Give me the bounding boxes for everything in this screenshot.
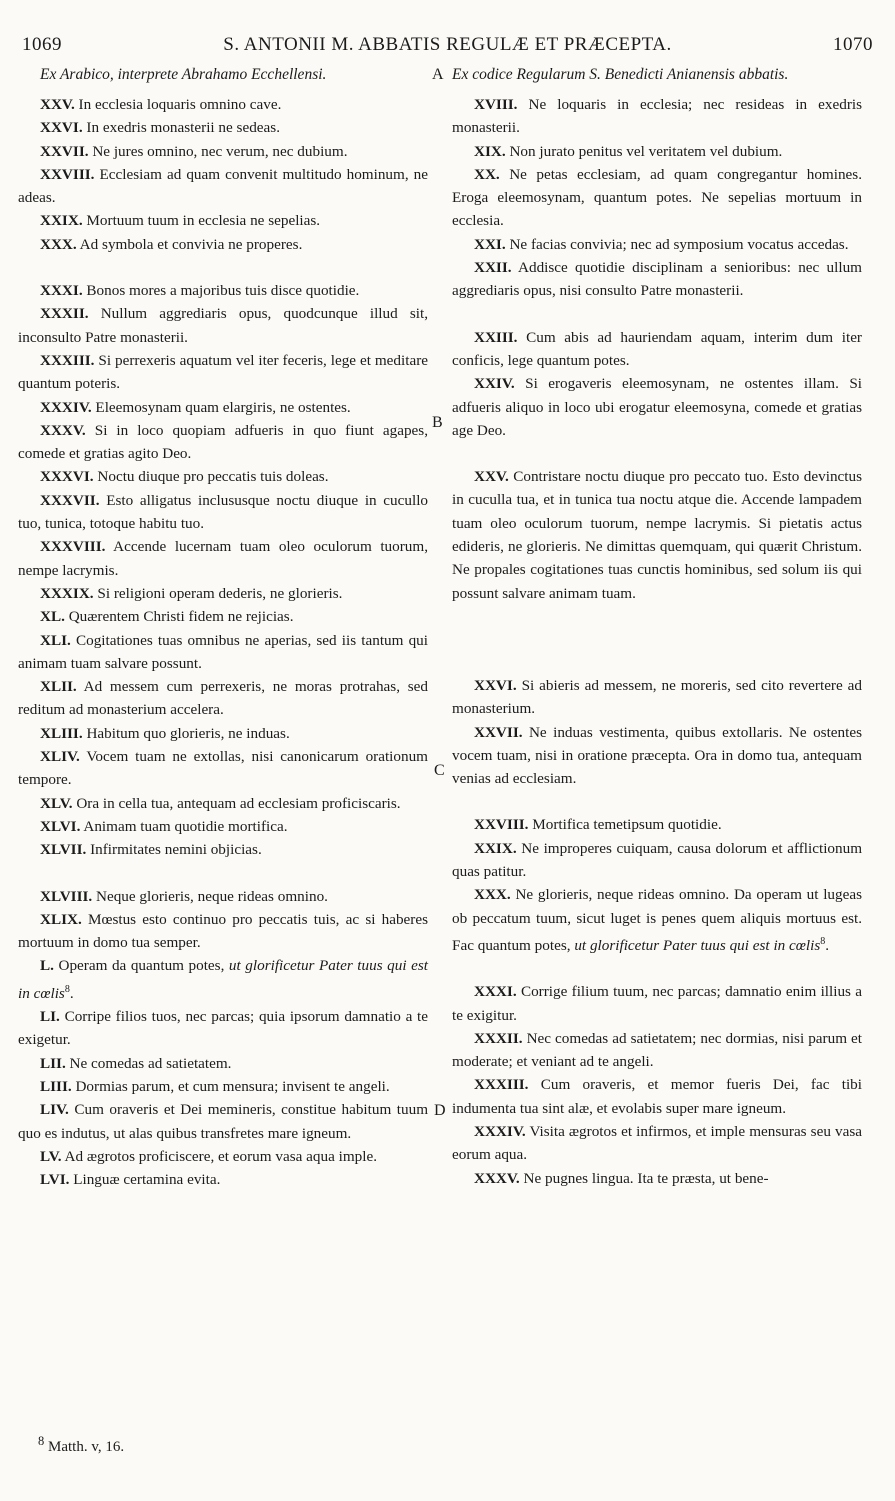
precept-paragraph xyxy=(18,908,428,955)
precept-paragraph xyxy=(18,605,428,628)
precept-paragraph xyxy=(18,140,428,163)
precept-paragraph xyxy=(18,954,428,1005)
precept-paragraph xyxy=(18,1075,428,1098)
precept-paragraph xyxy=(18,792,428,815)
sentence-end: . xyxy=(825,936,830,954)
precept-number: XXXVI. xyxy=(40,468,94,486)
precept-number: XXIX. xyxy=(40,212,83,230)
precept-paragraph xyxy=(18,93,428,116)
scripture-quote: ut glorificetur Pater tuus qui est in cœlis xyxy=(18,957,428,1002)
precept-paragraph xyxy=(452,674,862,721)
precept-text: Cum abis ad hauriendam aquam, interim dum iter conficis, lege quantum potes. xyxy=(452,328,862,369)
precept-number: XXVI. xyxy=(474,676,517,694)
precept-paragraph xyxy=(452,980,862,1027)
precept-number: XXXI. xyxy=(40,282,83,300)
precept-number: XXX. xyxy=(474,886,511,904)
precept-number: XLIX. xyxy=(40,910,82,928)
precept-paragraph xyxy=(18,535,428,582)
precept-number: XLIV. xyxy=(40,748,80,766)
precept-paragraph xyxy=(18,233,428,256)
precept-number: XXVI. xyxy=(40,119,83,137)
precept-number: LI. xyxy=(40,1008,60,1026)
paragraph-gap xyxy=(452,628,862,651)
precept-paragraph xyxy=(18,465,428,488)
precept-text: Ne glorieris, neque rideas omnino. Da operam ut lugeas ob peccatum tuum, sicut luget is penes quem aliquis mortuus est. Fac quantum potes, xyxy=(452,886,862,954)
precept-number: XL. xyxy=(40,608,65,626)
precept-number: XXX. xyxy=(40,235,77,253)
precept-text: Accende lucernam tuam oleo oculorum tuorum, nempe lacrymis. xyxy=(18,538,428,579)
precept-number: XXVIII. xyxy=(40,165,95,183)
precept-number: XLVI. xyxy=(40,817,81,835)
precept-text: Si religioni operam dederis, ne glorieris. xyxy=(97,584,343,602)
footnote-ref: 8 xyxy=(820,935,826,947)
margin-marker-c: C xyxy=(434,762,445,779)
precept-text: Ecclesiam ad quam convenit multitudo hominum, ne adeas. xyxy=(18,165,429,207)
precept-text: Ne comedas ad satietatem. xyxy=(69,1054,232,1072)
precept-paragraph xyxy=(452,837,862,884)
precept-number: XXXV. xyxy=(474,1169,520,1187)
precept-number: XLIII. xyxy=(40,724,83,742)
precept-text: Mortifica temetipsum quotidie. xyxy=(532,816,722,834)
precept-number: XXXIII. xyxy=(474,1076,529,1094)
left-column xyxy=(18,93,428,1191)
precept-paragraph xyxy=(18,675,428,722)
footnote-mark: 8 xyxy=(38,1434,45,1448)
precept-text: Nec comedas ad satietatem; nec dormias, nisi parum et moderate; et veniant ad te angeli. xyxy=(452,1029,862,1071)
precept-number: LVI. xyxy=(40,1171,70,1189)
precept-paragraph xyxy=(18,396,428,419)
precept-text: Addisce quotidie disciplinam a senioribus: nec ullum aggrediaris opus, nisi consulto Patre monasterii. xyxy=(452,259,862,300)
precept-text: Ne loquaris in ecclesia; nec resideas in exedris monasterii. xyxy=(452,96,863,137)
paragraph-gap xyxy=(452,790,862,813)
precept-paragraph xyxy=(18,745,428,792)
precept-paragraph xyxy=(18,885,428,908)
precept-number: LV. xyxy=(40,1147,62,1165)
precept-text: In ecclesia loquaris omnino cave. xyxy=(78,96,282,113)
precept-paragraph xyxy=(18,1052,428,1075)
precept-text: Noctu diuque pro peccatis tuis doleas. xyxy=(97,468,329,486)
precept-text: Ad symbola et convivia ne properes. xyxy=(79,235,303,253)
precept-number: XXXVII. xyxy=(40,491,100,509)
precept-number: LIII. xyxy=(40,1077,72,1095)
precept-text: Nullum aggrediaris opus, quodcunque illud sit, inconsulto Patre monasterii. xyxy=(18,305,429,346)
margin-marker-b: B xyxy=(432,414,443,431)
precept-number: XXVII. xyxy=(474,723,523,741)
paragraph-gap xyxy=(18,256,428,279)
precept-paragraph xyxy=(18,838,428,861)
precept-text: Quærentem Christi fidem ne rejicias. xyxy=(68,608,294,626)
precept-text: Si abieris ad messem, ne moreris, sed cito revertere ad monasterium. xyxy=(452,676,862,718)
scripture-quote: ut glorificetur Pater tuus qui est in cœlis xyxy=(574,936,821,954)
precept-paragraph xyxy=(452,813,862,836)
precept-paragraph xyxy=(452,256,862,303)
paragraph-gap xyxy=(452,957,862,980)
precept-text: Linguæ certamina evita. xyxy=(73,1171,221,1189)
precept-text: Vocem tuam ne extollas, nisi canonicarum orationum tempore. xyxy=(18,748,428,789)
precept-text: Cum oraveris, et memor fueris Dei, fac tibi indumenta tua sint alæ, et evolabis super mare igneum. xyxy=(452,1076,862,1117)
precept-text: Corrige filium tuum, nec parcas; damnatio enim illius a te exigitur. xyxy=(452,983,863,1024)
precept-paragraph xyxy=(452,372,862,442)
precept-paragraph xyxy=(452,140,862,163)
precept-paragraph xyxy=(18,419,428,466)
paragraph-gap xyxy=(18,862,428,885)
precept-text: Bonos mores a majoribus tuis disce quotidie. xyxy=(86,282,360,300)
precept-number: XXXI. xyxy=(474,983,517,1001)
precept-text: Animam tuam quotidie mortifica. xyxy=(83,817,288,835)
precept-paragraph xyxy=(452,883,862,957)
precept-text: Cum oraveris et Dei memineris, constitue habitum tuum quo es indutus, ut alas quibus transfretes mare igneum. xyxy=(18,1101,429,1142)
precept-number: XIX. xyxy=(474,142,506,160)
precept-number: LIV. xyxy=(40,1101,69,1119)
precept-paragraph xyxy=(18,1145,428,1168)
precept-text: Ne pugnes lingua. Ita te præsta, ut bene- xyxy=(523,1169,769,1187)
precept-paragraph xyxy=(18,1005,428,1052)
precept-number: XXII. xyxy=(474,259,512,277)
precept-text: Visita ægrotos et infirmos, et imple mensuras seu vasa eorum aqua. xyxy=(452,1123,863,1164)
precept-text: Esto alligatus inclususque noctu diuque in cucullo tuo, tunica, totoque habitu tuo. xyxy=(18,491,429,533)
margin-marker-a: A xyxy=(432,66,444,83)
page-number-left: 1069 xyxy=(22,34,62,55)
precept-text: Ne facias convivia; nec ad symposium vocatus accedas. xyxy=(509,235,849,253)
precept-text: Contristare noctu diuque pro peccato tuo. Esto devinctus in cuculla tua, et in tunica tua noctu atque die. Accende lampadem tuam oleo oculorum tuorum, nempe lacrymis. Si pietatis actus edideris, ne glorieris. Ne dimittas quemquam, qui quærit Christum. Ne propales cogitationes tuas cunctis hominibus, sed solum iis qui possunt salvare animam tuam. xyxy=(452,468,863,602)
precept-paragraph xyxy=(452,233,862,256)
precept-number: XXXII. xyxy=(40,305,89,323)
precept-number: XXVII. xyxy=(40,142,89,160)
precept-number: XXIV. xyxy=(474,375,515,393)
paragraph-gap xyxy=(452,303,862,326)
precept-paragraph xyxy=(18,1098,428,1145)
precept-number: XLVII. xyxy=(40,841,87,859)
precept-number: XXXIX. xyxy=(40,584,94,602)
running-header xyxy=(22,34,873,60)
precept-paragraph xyxy=(452,163,862,233)
precept-paragraph xyxy=(18,1168,428,1191)
precept-text: Dormias parum, et cum mensura; invisent te angeli. xyxy=(75,1077,390,1095)
sentence-end: . xyxy=(69,984,74,1002)
precept-number: XXXIII. xyxy=(40,351,95,369)
precept-number: XX. xyxy=(474,165,500,183)
precept-text: Ne petas ecclesiam, ad quam congregantur homines. Eroga eleemosynam, quantum potes. Ne sepelias mortuum in ecclesia. xyxy=(452,165,862,230)
precept-number: XLI. xyxy=(40,631,71,649)
precept-paragraph xyxy=(452,1027,862,1074)
precept-text: Ad messem cum perrexeris, ne moras protrahas, sed reditum ad monasterium accelera. xyxy=(18,678,428,719)
precept-number: XXI. xyxy=(474,235,506,253)
margin-marker-d: D xyxy=(434,1102,446,1119)
precept-paragraph xyxy=(18,629,428,676)
precept-text: Non jurato penitus vel veritatem vel dubium. xyxy=(509,142,783,160)
precept-text: Si erogaveris eleemosynam, ne ostentes illam. Si adfueris aliquo in loco ubi erogatur eleemosyna, comede et gratias age Deo. xyxy=(452,375,863,439)
precept-text: Ne improperes cuiquam, causa dolorum et afflictionum quas patitur. xyxy=(452,839,863,881)
precept-text: Neque glorieris, neque rideas omnino. xyxy=(96,887,328,905)
precept-paragraph xyxy=(18,489,428,536)
footnote-text: Matth. v, 16. xyxy=(48,1439,125,1455)
precept-number: XXXVIII. xyxy=(40,538,106,556)
precept-number: XXXIV. xyxy=(40,398,92,416)
precept-text: Ora in cella tua, antequam ad ecclesiam proficiscaris. xyxy=(76,794,401,812)
precept-text: Corripe filios tuos, nec parcas; quia ipsorum damnatio a te exigetur. xyxy=(18,1008,428,1049)
footnote-ref: 8 xyxy=(64,983,70,995)
precept-paragraph xyxy=(452,721,862,791)
paragraph-gap xyxy=(452,651,862,674)
footnote xyxy=(38,1434,124,1456)
precept-text: Ad ægrotos proficiscere, et eorum vasa aqua imple. xyxy=(64,1147,378,1165)
precept-number: XXXV. xyxy=(40,421,86,439)
precept-number: XLVIII. xyxy=(40,887,93,905)
precept-text: Operam da quantum potes, xyxy=(58,957,229,975)
precept-paragraph xyxy=(18,815,428,838)
precept-number: XXXII. xyxy=(474,1029,523,1047)
precept-paragraph xyxy=(18,349,428,396)
precept-number: L. xyxy=(40,957,54,975)
precept-number: XXVIII. xyxy=(474,816,529,834)
precept-text: Cogitationes tuas omnibus ne aperias, sed iis tantum qui animam tuam salvare possunt. xyxy=(18,631,428,672)
precept-paragraph xyxy=(18,722,428,745)
precept-text: Mortuum tuum in ecclesia ne sepelias. xyxy=(86,212,321,230)
precept-paragraph xyxy=(18,116,428,139)
precept-text: Ne jures omnino, nec verum, nec dubium. xyxy=(92,142,348,160)
precept-paragraph xyxy=(18,279,428,302)
precept-paragraph xyxy=(452,1120,862,1167)
precept-number: XXV. xyxy=(40,96,75,113)
precept-text: Si in loco quopiam adfueris in quo fiunt agapes, comede et gratias agito Deo. xyxy=(18,421,429,463)
precept-text: Ne induas vestimenta, quibus extollaris. Ne ostentes vocem tuam, nisi in oratione præcepta. Ora in domo tua, antequam venias ad ecclesiam. xyxy=(452,723,862,788)
precept-paragraph xyxy=(452,1167,862,1190)
right-column xyxy=(452,93,862,1190)
precept-number: XLII. xyxy=(40,678,77,696)
precept-text: Infirmitates nemini objicias. xyxy=(90,841,262,859)
precept-number: XXXIV. xyxy=(474,1123,526,1141)
running-title: S. ANTONII M. ABBATIS REGULÆ ET PRÆCEPTA. xyxy=(223,34,672,55)
precept-text: Eleemosynam quam elargiris, ne ostentes. xyxy=(95,398,351,416)
paragraph-gap xyxy=(452,605,862,628)
precept-text: Mœstus esto continuo pro peccatis tuis, ac si haberes mortuum in domo tua semper. xyxy=(18,910,429,952)
paragraph-gap xyxy=(452,442,862,465)
page-number-right: 1070 xyxy=(833,34,873,55)
precept-paragraph xyxy=(452,326,862,373)
precept-number: XXIII. xyxy=(474,328,518,346)
precept-paragraph xyxy=(18,302,428,349)
precept-number: XXV. xyxy=(474,468,509,486)
precept-paragraph xyxy=(452,1073,862,1120)
precept-number: XLV. xyxy=(40,794,73,812)
left-column-heading: Ex Arabico, interprete Abrahamo Ecchellensi. xyxy=(40,66,327,83)
precept-paragraph xyxy=(18,209,428,232)
precept-text: Si perrexeris aquatum vel iter feceris, lege et meditare quantum poteris. xyxy=(18,351,428,393)
precept-paragraph xyxy=(452,465,862,605)
precept-number: XVIII. xyxy=(474,96,518,113)
precept-number: XXIX. xyxy=(474,839,517,857)
precept-paragraph xyxy=(452,93,862,140)
precept-text: In exedris monasterii ne sedeas. xyxy=(86,119,280,137)
right-column-heading: Ex codice Regularum S. Benedicti Anianensis abbatis. xyxy=(452,66,789,83)
precept-paragraph xyxy=(18,163,428,210)
precept-paragraph xyxy=(18,582,428,605)
precept-number: LII. xyxy=(40,1054,66,1072)
precept-text: Habitum quo glorieris, ne induas. xyxy=(86,724,290,742)
